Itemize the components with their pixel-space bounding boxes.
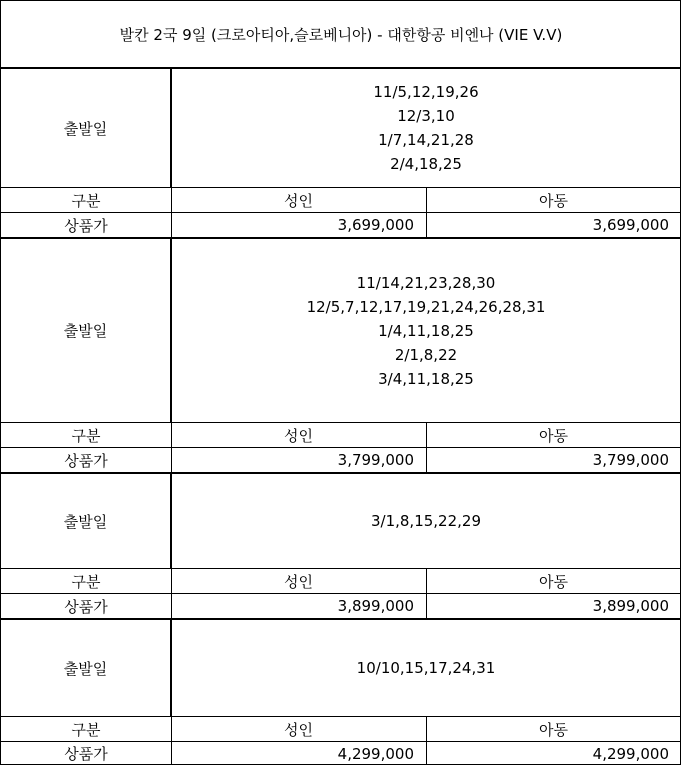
departure-dates (171, 620, 681, 716)
date-line: 1/4,11,18,25 (378, 321, 474, 340)
col-divider (171, 474, 172, 618)
date-line: 11/14,21,23,28,30 (356, 273, 496, 292)
table-title: 발칸 2국 9일 (크로아티아,슬로베니아) - 대한항공 비엔나 (VIE V.V) (1, 1, 681, 69)
departure-label: 출발일 (1, 69, 171, 187)
child-header: 아동 (539, 191, 568, 210)
date-line: 3/1,8,15,22,29 (370, 512, 482, 530)
adult-price: 3,899,000 (337, 597, 414, 615)
col-divider (426, 188, 427, 237)
child-header: 아동 (539, 572, 568, 591)
adult-price: 3,699,000 (337, 216, 414, 234)
departure-label: 출발일 (1, 239, 171, 422)
date-line: 2/4,18,25 (390, 155, 462, 173)
category-label: 구분 (71, 572, 101, 591)
price-label: 상품가 (64, 451, 108, 470)
date-line: 2/1,8,22 (394, 345, 458, 364)
departure-dates (171, 474, 681, 568)
child-price: 3,799,000 (592, 451, 669, 469)
departure-dates (171, 239, 681, 422)
adult-price: 4,299,000 (337, 744, 414, 763)
col-divider (426, 423, 427, 472)
col-divider (426, 569, 427, 618)
departure-label: 출발일 (1, 620, 171, 716)
child-price: 3,899,000 (592, 597, 669, 615)
price-label: 상품가 (64, 216, 108, 235)
col-divider (426, 717, 427, 765)
date-line: 11/5,12,19,26 (373, 83, 479, 101)
price-label: 상품가 (64, 597, 108, 616)
child-header: 아동 (539, 426, 568, 445)
category-label: 구분 (71, 426, 101, 445)
adult-header: 성인 (284, 572, 313, 591)
date-line: 12/3,10 (397, 107, 455, 125)
date-line: 1/7,14,21,28 (378, 131, 474, 149)
price-label: 상품가 (64, 745, 108, 763)
date-line: 3/4,11,18,25 (378, 369, 474, 388)
category-label: 구분 (71, 191, 101, 210)
child-price: 3,699,000 (592, 216, 669, 234)
col-divider (171, 69, 172, 237)
date-line: 12/5,7,12,17,19,21,24,26,28,31 (306, 297, 546, 316)
child-price: 4,299,000 (592, 744, 669, 763)
adult-header: 성인 (284, 191, 313, 210)
date-line: 10/10,15,17,24,31 (356, 659, 496, 677)
col-divider (171, 239, 172, 472)
adult-header: 성인 (284, 720, 313, 739)
col-divider (171, 620, 172, 765)
adult-price: 3,799,000 (337, 451, 414, 469)
departure-label: 출발일 (1, 474, 171, 568)
category-label: 구분 (71, 720, 101, 739)
departure-dates (171, 69, 681, 187)
adult-header: 성인 (284, 426, 313, 445)
child-header: 아동 (539, 720, 568, 739)
